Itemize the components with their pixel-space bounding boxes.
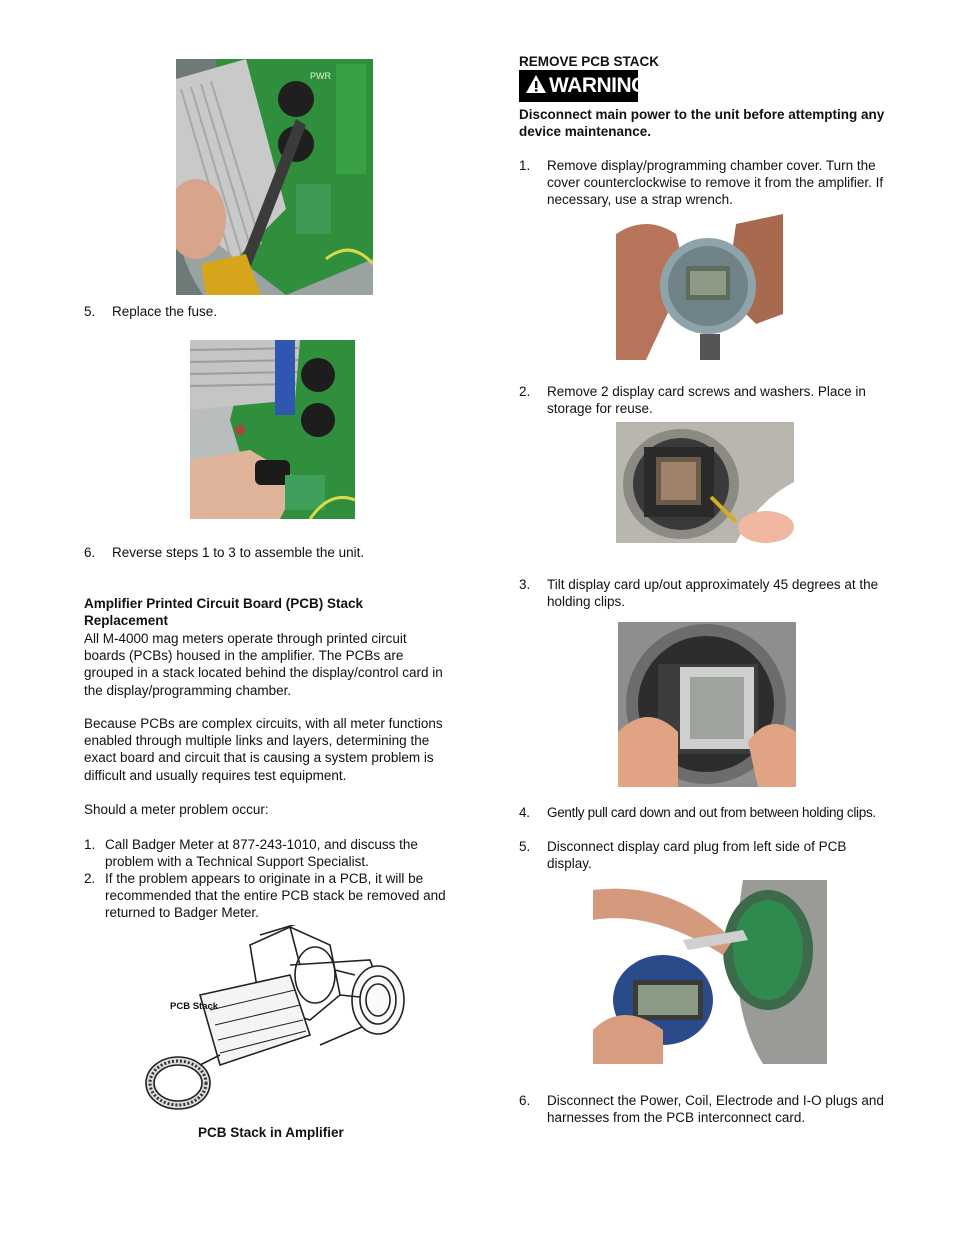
step-line: Disconnect the Power, Coil, Electrode and I-O plugs and xyxy=(547,1093,884,1108)
section-heading-line-2: Replacement xyxy=(84,613,169,629)
disconnect-plug-photo xyxy=(593,880,827,1064)
section-heading xyxy=(84,595,464,629)
remove-step-2 xyxy=(519,383,909,419)
paragraph-line: Because PCBs are complex circuits, with all meter functions xyxy=(84,716,443,731)
paragraph-line: grouped in a stack located behind the display/control card in xyxy=(84,665,443,681)
step-line: cover counterclockwise to remove it from the amplifier. If xyxy=(547,175,884,191)
fuse-step-6 xyxy=(84,544,464,562)
warning-triangle-icon xyxy=(525,74,547,99)
paragraph-line: difficult and usually requires test equipment. xyxy=(84,767,347,783)
support-list-item-2 xyxy=(84,870,464,924)
paragraph-pcb-complexity xyxy=(84,715,464,784)
pcb-stack-drawing xyxy=(140,925,410,1113)
fuse-replace-photo xyxy=(190,340,355,519)
step-line: necessary, use a strap wrench. xyxy=(547,192,733,208)
paragraph-problem: Should a meter problem occur: xyxy=(84,802,269,817)
paragraph-line: boards (PCBs) housed in the amplifier. The PCBs are xyxy=(84,648,404,664)
paragraph-line: the display/programming chamber. xyxy=(84,682,292,698)
step-number: 3. xyxy=(519,577,531,592)
step-line: Remove 2 display card screws and washers. Place in xyxy=(547,384,866,399)
pcb-stack-callout: PCB Stack xyxy=(170,1001,219,1012)
step-text: Reverse steps 1 to 3 to assemble the unit. xyxy=(112,545,365,560)
list-number: 1. xyxy=(84,837,96,852)
support-list-item-1 xyxy=(84,836,464,872)
step-line: Gently pull card down and out from between holding clips. xyxy=(547,805,876,820)
warning-badge xyxy=(519,70,647,102)
pwr-label: PWR xyxy=(310,71,331,81)
step-line: Disconnect display card plug from left side of PCB xyxy=(547,839,847,854)
figure-caption: PCB Stack in Amplifier xyxy=(198,1125,344,1140)
step-number: 2. xyxy=(519,384,531,399)
remove-step-3 xyxy=(519,576,909,612)
step-number: 1. xyxy=(519,158,531,173)
warning-text xyxy=(519,106,909,140)
list-line: problem with a Technical Support Specialist. xyxy=(105,854,369,870)
display-screws-photo xyxy=(616,422,794,543)
remove-cover-photo xyxy=(616,214,783,360)
warning-line: Disconnect main power to the unit before attempting any xyxy=(519,107,885,122)
step-number: 6. xyxy=(519,1093,531,1108)
right-heading: REMOVE PCB STACK xyxy=(519,54,660,69)
remove-step-5 xyxy=(519,838,909,874)
fuse-step-5 xyxy=(84,303,464,321)
step-line: display. xyxy=(547,856,592,872)
list-number: 2. xyxy=(84,871,96,886)
step-line: Remove display/programming chamber cover. Turn the xyxy=(547,158,876,173)
step-text: Replace the fuse. xyxy=(112,304,218,319)
remove-step-6 xyxy=(519,1092,909,1128)
warning-label: WARNING xyxy=(549,74,647,97)
paragraph-pcb-intro xyxy=(84,630,464,699)
section-heading-line-1: Amplifier Printed Circuit Board (PCB) Stack xyxy=(84,596,364,611)
fuse-screwdriver-photo xyxy=(176,59,373,295)
warning-line: device maintenance. xyxy=(519,124,652,140)
paragraph-line: All M-4000 mag meters operate through printed circuit xyxy=(84,631,407,646)
step-number: 5. xyxy=(519,839,531,854)
list-line: returned to Badger Meter. xyxy=(105,905,259,921)
step-line: harnesses from the PCB interconnect card. xyxy=(547,1110,806,1126)
paragraph-line: exact board and circuit that is causing a system problem is xyxy=(84,750,434,766)
list-line: recommended that the entire PCB stack be removed and xyxy=(105,888,446,904)
paragraph-line: enabled through multiple links and layers, determining the xyxy=(84,733,430,749)
step-number: 6. xyxy=(84,545,96,560)
step-line: Tilt display card up/out approximately 45 degrees at the xyxy=(547,577,879,592)
remove-step-4 xyxy=(519,804,919,822)
remove-step-1 xyxy=(519,157,909,211)
step-line: holding clips. xyxy=(547,594,626,610)
tilt-display-photo xyxy=(618,622,796,787)
list-line: If the problem appears to originate in a PCB, it will be xyxy=(105,871,424,886)
list-line: Call Badger Meter at 877-243-1010, and discuss the xyxy=(105,837,418,852)
step-number: 4. xyxy=(519,805,530,820)
step-number: 5. xyxy=(84,304,96,319)
step-line: storage for reuse. xyxy=(547,401,653,417)
